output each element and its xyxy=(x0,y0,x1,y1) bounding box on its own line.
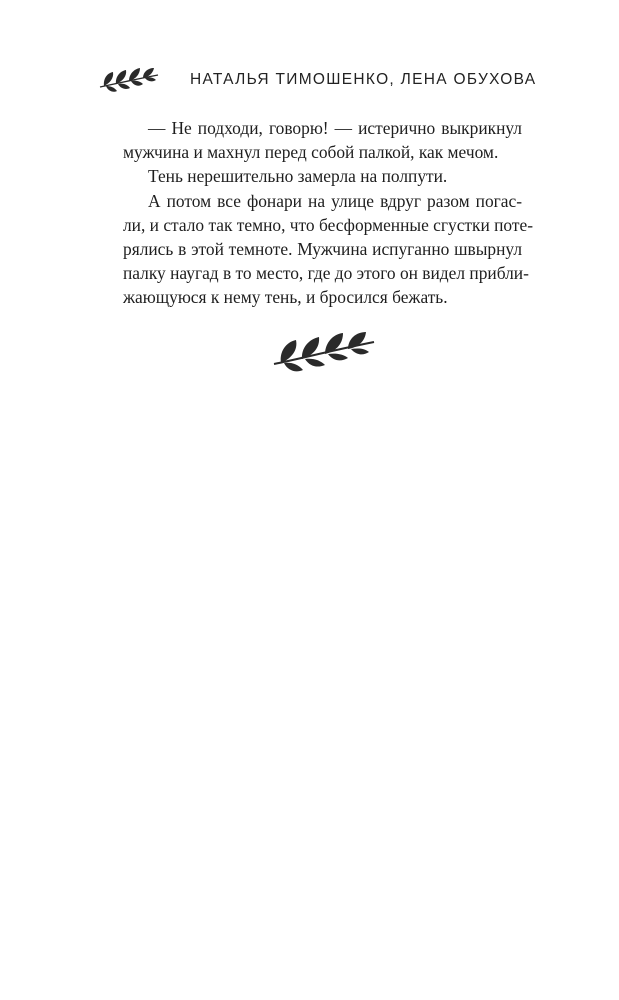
text-line: жающуюся к нему тень, и бросился бежать. xyxy=(123,287,448,308)
text-line: мужчина и махнул перед собой палкой, как мечом. xyxy=(123,142,499,163)
leaf-branch-icon xyxy=(271,330,377,374)
running-head: НАТАЛЬЯ ТИМОШЕНКО, ЛЕНА ОБУХОВА xyxy=(190,71,537,88)
paragraph xyxy=(98,116,522,164)
text-line: Тень нерешительно замерла на полпути. xyxy=(148,166,448,187)
text-line: А потом все фонари на улице вдруг разом погас- xyxy=(148,190,522,211)
body-text xyxy=(98,116,534,310)
text-line: рялись в этой темноте. Мужчина испуганно швырнул xyxy=(123,239,522,260)
paragraph xyxy=(98,189,534,310)
page-header xyxy=(98,64,537,98)
text-line: палку наугад в то место, где до этого он видел прибли- xyxy=(123,263,529,284)
text-line: — Не подходи, говорю! — истерично выкрикнул xyxy=(148,118,522,138)
paragraph xyxy=(98,164,522,188)
leaf-branch-icon xyxy=(98,67,160,93)
text-line: ли, и стало так темно, что бесформенные сгустки поте- xyxy=(123,214,534,235)
